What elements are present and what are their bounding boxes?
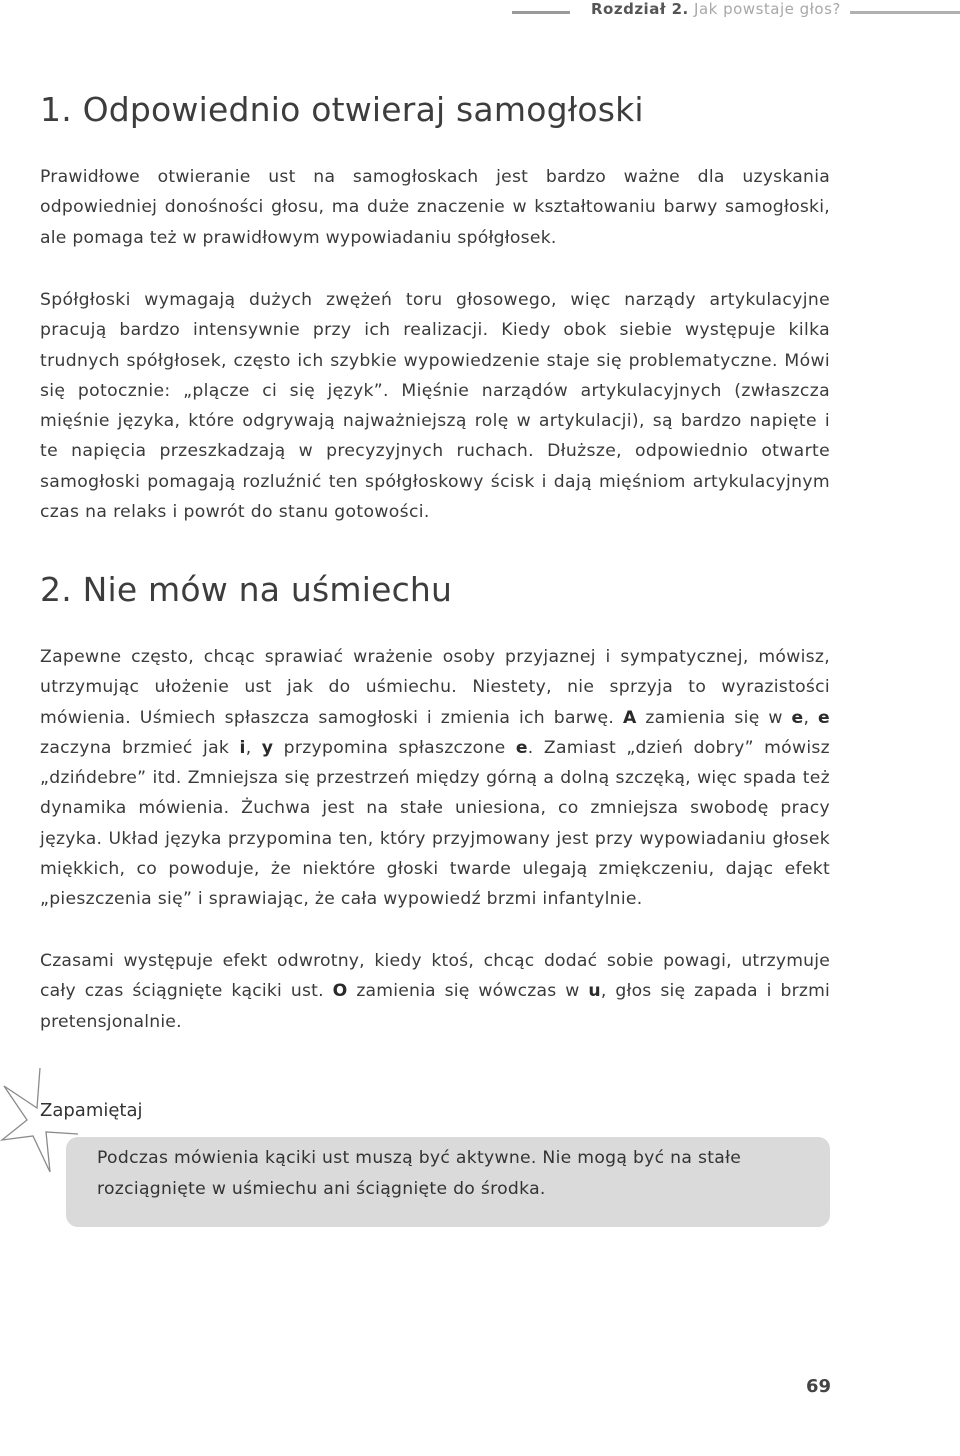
paragraph-1: Prawidłowe otwieranie ust na samogłoskach jest bardzo ważne dla uzyskania odpowiedniej donośności głosu, ma duże znaczenie w kształtowaniu barwy samogłoski, ale pomaga też w prawidłowym wypowiadaniu spółgłosek. [40,167,830,248]
paragraph-2: Spółgłoski wymagają dużych zwężeń toru głosowego, więc narządy artykulacyjne pracują bardzo intensywnie przy ich realizacji. Kiedy obok siebie występuje kilka trudnych spółgłosek, często ich szybkie wypowiedzenie staje się problematyczne. Mówi się potocznie: „plącze ci się język”. Mięśnie narządów artykulacyjnych (zwłaszcza mięśnie języka, które odgrywają najważniejszą rolę w artykulacji), są bardzo napięte i te napięcia przeszkadzają w precyzyjnych ruchach. Dłuższe, odpowiednio otwarte samogłoski pomagają rozluźnić ten spółgłoskowy ścisk i dają mięśniom artykulacyjnym czas na relaks i powrót do stanu gotowości. [40,290,830,523]
bold-letter: e [818,707,830,728]
header-rule-left [512,11,570,14]
section-heading-2: 2. Nie mów na uśmiechu [40,570,453,609]
bold-letter: y [261,737,274,758]
bold-letter: O [332,981,348,1002]
header-text [591,0,841,19]
remember-box [66,1137,830,1227]
bold-letter: u [588,981,601,1002]
section-heading-1: 1. Odpowiednio otwieraj samogłoski [40,90,644,129]
running-header [0,0,960,24]
header-subtitle: Jak powstaje głos? [694,0,841,18]
paragraph-4: Czasami występuje efekt odwrotny, kiedy ktoś, chcąc dodać sobie powagi, utrzymuje cały czas ściągnięte kąciki ust. O zamienia się wówczas w u, głos się zapada i brzmi pretensjonalnie. [40,951,830,1032]
bold-letter: e [515,737,528,758]
remember-title: Zapamiętaj [40,1100,143,1121]
paragraph-3: Zapewne często, chcąc sprawiać wrażenie osoby przyjaznej i sympatycznej, mówisz, utrzymując ułożenie ust jak do uśmiechu. Niestety, nie sprzyja to wyrazistości mówienia. Uśmiech spłaszcza samogłoski i zmienia ich barwę. A zamienia się w e, e zaczyna brzmieć jak i, y przypomina spłaszczone e. Zamiast „dzień dobry” mówisz „dzińdebre” itd. Zmniejsza się przestrzeń między górną a dolną szczęką, więc spada też dynamika mówienia. Żuchwa jest na stałe uniesiona, co zmniejsza swobodę pracy języka. Układ języka przypomina ten, który przyjmowany jest przy wypowiadaniu głosek miękkich, co powoduje, że niektóre głoski twarde ulegają zmiękczeniu, dając efekt „pieszczenia się” i sprawiając, że cała wypowiedź brzmi infantylnie. [40,647,830,910]
header-rule-right [850,11,960,14]
bold-letter: i [239,737,246,758]
remember-text: Podczas mówienia kąciki ust muszą być aktywne. Nie mogą być na stałe rozciągnięte w uśmiechu ani ściągnięte do środka. [97,1148,742,1199]
header-chapter: Rozdział 2. [591,0,689,18]
bold-letter: e [791,707,804,728]
page-number: 69 [806,1376,832,1397]
bold-letter: A [622,707,637,728]
